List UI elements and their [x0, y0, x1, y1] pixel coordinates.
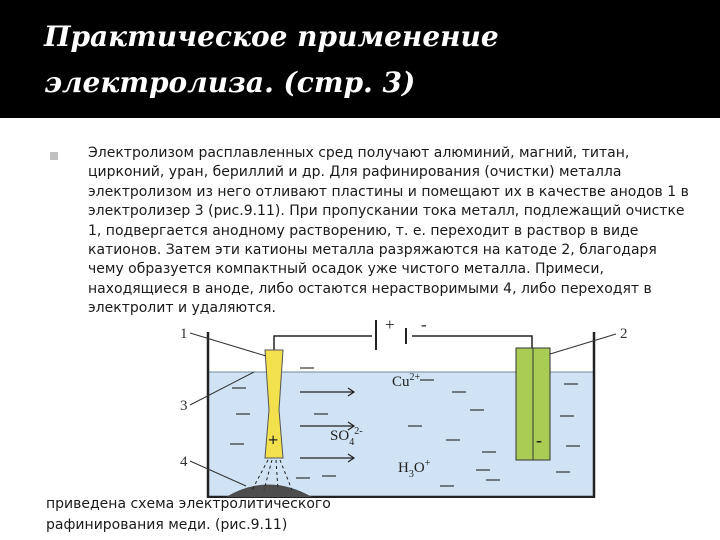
slide-title: Практическое применение электролиза. (стр. 3) — [44, 20, 499, 99]
label-cathode-2: 2 — [620, 326, 628, 342]
copper-ion-label: $Cu^{2+}$ — [392, 372, 421, 390]
slide-body-text: Электролизом расплавленных сред получают алюминий, магний, титан, цирконий, уран, бериллий и др. Для рафинирования (очистки) металла электролизом из него отливают пластины и помещают их в качестве анодов 1 в электролизер 3 (рис.9.11). При пропускании тока металл, подлежащий очистке 1, подвергается анодному растворению, т. е. переходит в раствор в виде катионов. Затем эти катионы металла разряжаются на катоде 2, благодаря чему образуется компактный осадок уже чистого металла. Примеси, находящиеся в аноде, либо остаются нерастворимыми 4, либо переходят в электролит и удаляются. — [88, 145, 689, 317]
source-minus-label: - — [421, 315, 427, 334]
electrolysis-diagram — [172, 312, 642, 498]
title-band — [0, 0, 720, 118]
sulfate-ion-label: $SO_4^{2-}$ — [330, 426, 363, 448]
leader-anode — [190, 333, 266, 356]
hydronium-ion-label: $H_3O^+$ — [398, 458, 431, 480]
label-electrolyzer-3: 3 — [180, 398, 188, 414]
wire-to-anode — [274, 336, 372, 350]
anode-sign: + — [268, 430, 279, 450]
label-anode-1: 1 — [180, 326, 188, 342]
bullet-marker — [50, 152, 58, 160]
label-sludge-4: 4 — [180, 454, 188, 470]
source-plus-label: + — [385, 315, 395, 334]
cathode-sign: - — [536, 430, 542, 450]
leader-cathode — [550, 334, 616, 354]
figure-caption: приведена схема электролитического рафинирования меди. (рис.9.11) — [46, 496, 331, 533]
wire-to-cathode — [412, 336, 532, 348]
